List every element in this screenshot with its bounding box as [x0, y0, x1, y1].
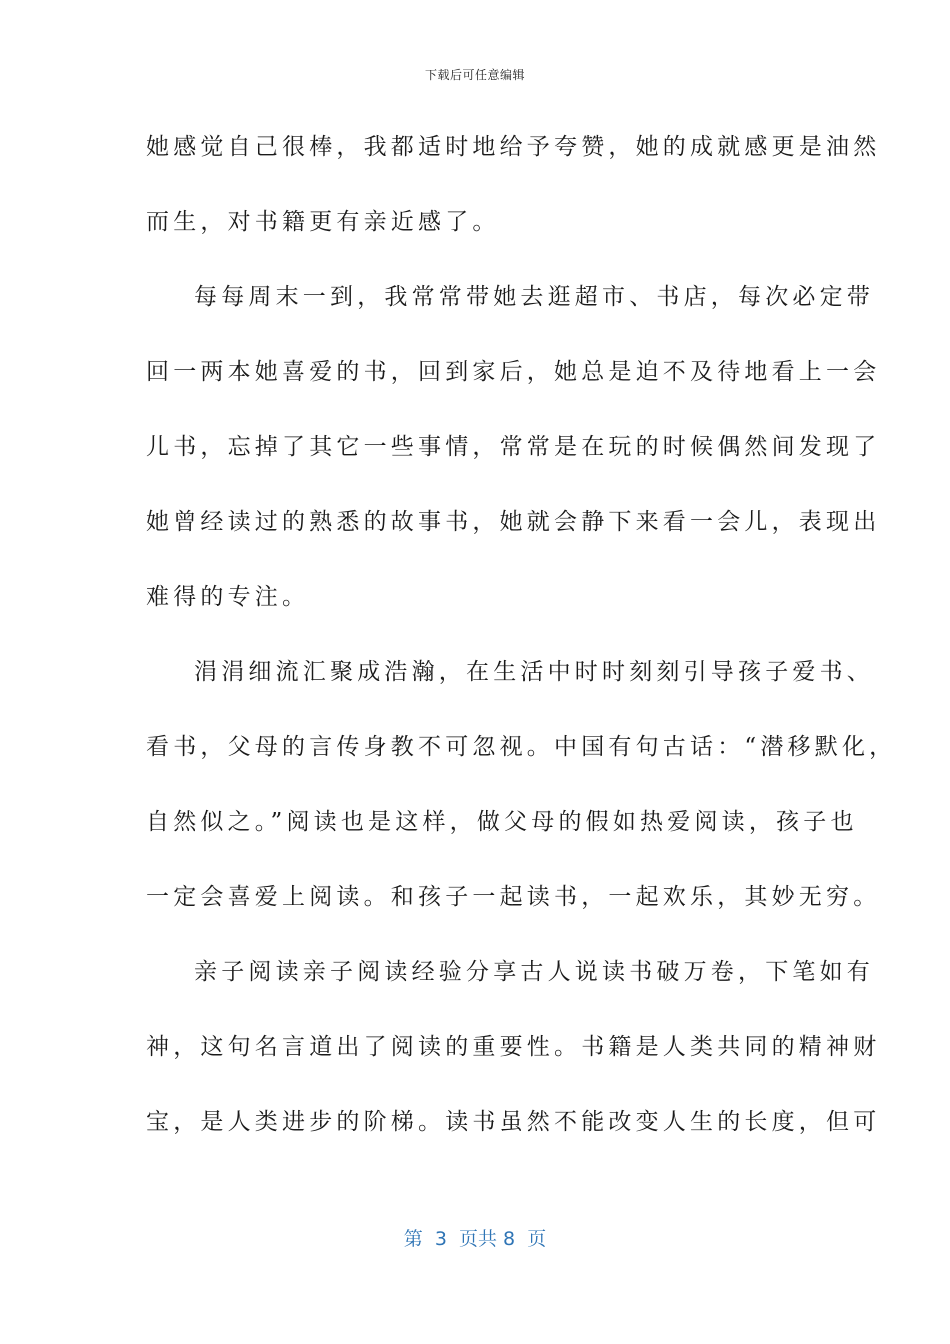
document-body [146, 118, 897, 1168]
text-line: 难得的专注。 [146, 584, 310, 610]
paragraph-start-line: 每每周末一到，我常常带她去逛超市、书店，每次必定带 [194, 284, 874, 310]
text-line: 自然似之。”阅读也是这样，做父母的假如热爱阅读，孩子也 [146, 809, 858, 835]
text-line: 儿书，忘掉了其它一些事情，常常是在玩的时候偶然间发现了 [146, 434, 881, 460]
text-line: 神，这句名言道出了阅读的重要性。书籍是人类共同的精神财 [146, 1034, 881, 1060]
page-header: 下载后可任意编辑 [424, 68, 525, 82]
text-line: 她曾经读过的熟悉的故事书，她就会静下来看一会儿，表现出 [146, 509, 881, 535]
page-number-footer: 第 3 页共 8 页 [403, 1228, 547, 1250]
text-line: 而生，对书籍更有亲近感了。 [146, 209, 500, 235]
text-line: 回一两本她喜爱的书，回到家后，她总是迫不及待地看上一会 [146, 359, 881, 385]
paragraph-start-line: 亲子阅读亲子阅读经验分享古人说读书破万卷，下笔如有 [194, 959, 874, 985]
text-line: 她感觉自己很棒，我都适时地给予夸赞，她的成就感更是油然 [146, 134, 881, 160]
paragraph-start-line: 涓涓细流汇聚成浩瀚，在生活中时时刻刻引导孩子爱书、 [194, 659, 874, 685]
text-line: 看书，父母的言传身教不可忽视。中国有句古话：“潜移默化， [146, 734, 897, 760]
text-line: 一定会喜爱上阅读。和孩子一起读书，一起欢乐，其妙无穷。 [146, 884, 881, 910]
text-line: 宝，是人类进步的阶梯。读书虽然不能改变人生的长度，但可 [146, 1109, 881, 1135]
